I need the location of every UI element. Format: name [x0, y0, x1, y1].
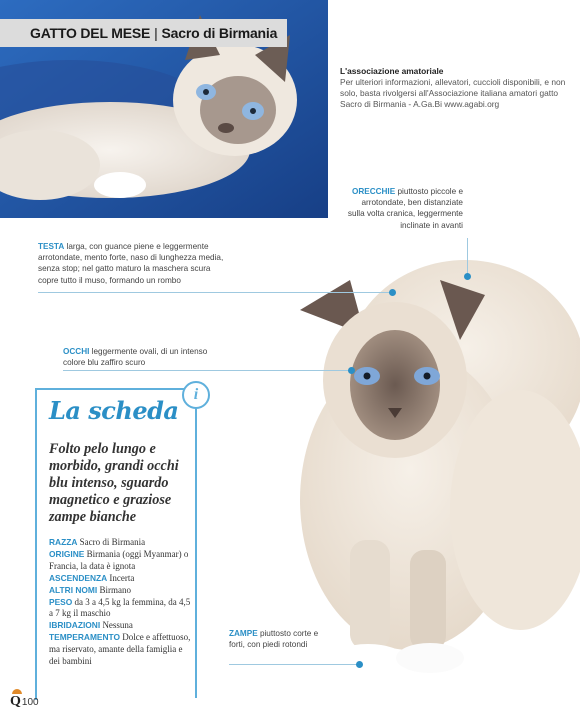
scheda-box-right-border — [195, 402, 197, 698]
breed-title: Sacro di Birmania — [161, 25, 278, 41]
note-zampe-label: ZAMPE — [229, 629, 258, 638]
info-icon: i — [182, 381, 210, 409]
callout-line-occhi — [63, 370, 351, 371]
association-title: L'associazione amatoriale — [340, 66, 444, 76]
fact-value: Incerta — [109, 572, 135, 583]
note-testa-text: larga, con guance piene e leggermente arrotondate, mento forte, naso di lunghezza media, senza stop; nel gatto maturo la maschera scura copre tutto il muso, formando un rombo — [38, 242, 224, 285]
callout-line-orecchie — [467, 238, 468, 276]
fact-altri-nomi — [49, 585, 191, 597]
note-zampe — [229, 628, 319, 650]
header-band — [0, 19, 287, 47]
note-testa — [38, 241, 224, 286]
note-zampe-text: piuttosto corte e forti, con piedi rotondi — [229, 629, 319, 650]
fact-label: TEMPERAMENTO — [49, 632, 121, 643]
note-orecchie-text: piuttosto piccole e arrotondate, ben distanziate sulla volta cranica, leggermente inclinate in avanti — [347, 187, 463, 230]
page-folio — [10, 694, 39, 710]
fact-temperamento — [49, 632, 191, 668]
fact-value: Nessuna — [102, 620, 133, 631]
note-occhi — [63, 346, 227, 368]
note-orecchie-label: ORECCHIE — [351, 187, 396, 196]
callout-dot-testa — [389, 289, 396, 296]
callout-line-zampe — [229, 664, 359, 665]
folio-letter: Q — [10, 694, 21, 709]
fact-ascendenza — [49, 573, 191, 585]
fact-value: Birmania (oggi Myanmar) o Francia, la data è ignota — [49, 548, 189, 571]
fact-value: Birmano — [99, 584, 131, 595]
association-box — [340, 66, 570, 110]
fact-label: RAZZA — [49, 537, 78, 547]
standing-cat-illustration — [290, 240, 580, 700]
fact-value: Dolce e affettuoso, ma riservato, amante della famiglia e dei bambini — [49, 632, 191, 667]
callout-line-testa — [38, 292, 392, 293]
callout-dot-occhi — [348, 367, 355, 374]
note-occhi-label: OCCHI — [63, 347, 90, 356]
fact-label: ALTRI NOMI — [49, 584, 98, 595]
fact-ibridazioni — [49, 620, 191, 632]
fact-value: Sacro di Birmania — [79, 537, 146, 547]
note-occhi-text: leggermente ovali, di un intenso colore blu zaffiro scuro — [63, 347, 208, 368]
association-text: Per ulteriori informazioni, allevatori, cuccioli disponibili, e non solo, basta rivolgersi all'Associazione italiana amatori gatto Sacro di Birmania - A.Ga.Bi www.agabi.org — [340, 77, 566, 109]
section-title: GATTO DEL MESE — [30, 25, 151, 41]
fact-label: PESO — [49, 596, 73, 607]
fact-razza — [49, 537, 191, 549]
fact-label: ASCENDENZA — [49, 572, 108, 583]
fact-origine — [49, 549, 191, 573]
callout-dot-zampe — [356, 661, 363, 668]
note-orecchie — [345, 186, 463, 231]
fact-label: ORIGINE — [49, 548, 85, 559]
fact-peso — [49, 597, 191, 621]
note-testa-label: TESTA — [38, 242, 65, 251]
fact-value: da 3 a 4,5 kg la femmina, da 4,5 a 7 kg il maschio — [49, 596, 191, 619]
fact-label: IBRIDAZIONI — [49, 620, 101, 631]
header-separator: | — [154, 25, 158, 41]
scheda-title: La scheda — [49, 396, 179, 425]
page-number: 100 — [21, 696, 39, 708]
scheda-facts — [49, 537, 191, 668]
callout-dot-orecchie — [464, 273, 471, 280]
scheda-lead: Folto pelo lungo e morbido, grandi occhi blu intenso, sguardo magnetico e graziose zampe bianche — [49, 441, 179, 525]
